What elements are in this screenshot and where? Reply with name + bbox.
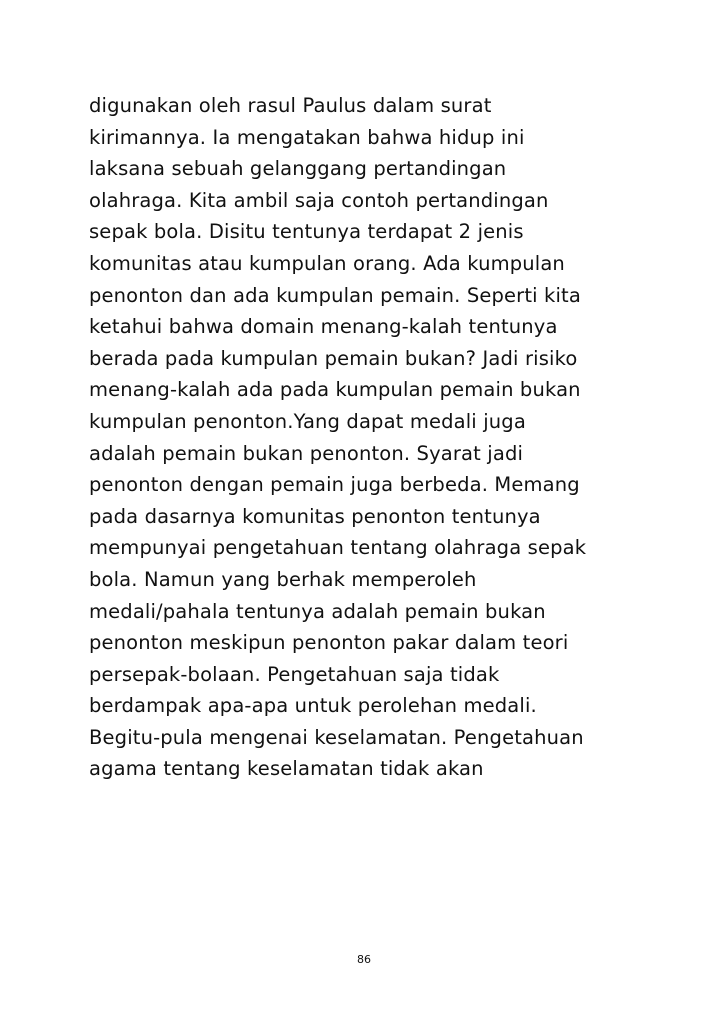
body-line: penonton dengan pemain juga berbeda. Memang: [89, 473, 580, 497]
body-line: komunitas atau kumpulan orang. Ada kumpulan: [89, 251, 565, 275]
body-line: mempunyai pengetahuan tentang olahraga sepak: [89, 536, 587, 560]
body-line: agama tentang keselamatan tidak akan: [89, 757, 484, 781]
body-line: penonton meskipun penonton pakar dalam teori: [89, 631, 569, 655]
body-line: Begitu-pula mengenai keselamatan. Pengetahuan: [89, 725, 584, 749]
body-line: kirimannya. Ia mengatakan bahwa hidup ini: [89, 125, 525, 149]
body-line: medali/pahala tentunya adalah pemain bukan: [89, 599, 546, 623]
body-line: ketahui bahwa domain menang-kalah tentunya: [89, 315, 558, 339]
body-line: berada pada kumpulan pemain bukan? Jadi risiko: [89, 346, 578, 370]
body-line: berdampak apa-apa untuk perolehan medali.: [89, 694, 537, 718]
body-line: sepak bola. Disitu tentunya terdapat 2 jenis: [89, 220, 524, 244]
body-line: pada dasarnya komunitas penonton tentunya: [89, 504, 541, 528]
page-number: 86: [357, 953, 371, 966]
body-line: bola. Namun yang berhak memperoleh: [89, 567, 477, 591]
body-line: persepak-bolaan. Pengetahuan saja tidak: [89, 662, 500, 686]
body-line: laksana sebuah gelanggang pertandingan: [89, 157, 507, 181]
body-line: adalah pemain bukan penonton. Syarat jadi: [89, 441, 524, 465]
body-line: kumpulan penonton.Yang dapat medali juga: [89, 409, 526, 433]
body-line: penonton dan ada kumpulan pemain. Seperti kita: [89, 283, 581, 307]
body-text: [89, 90, 649, 785]
body-line: olahraga. Kita ambil saja contoh pertandingan: [89, 188, 549, 212]
body-line: digunakan oleh rasul Paulus dalam surat: [89, 94, 492, 117]
body-line: menang-kalah ada pada kumpulan pemain bukan: [89, 378, 581, 402]
